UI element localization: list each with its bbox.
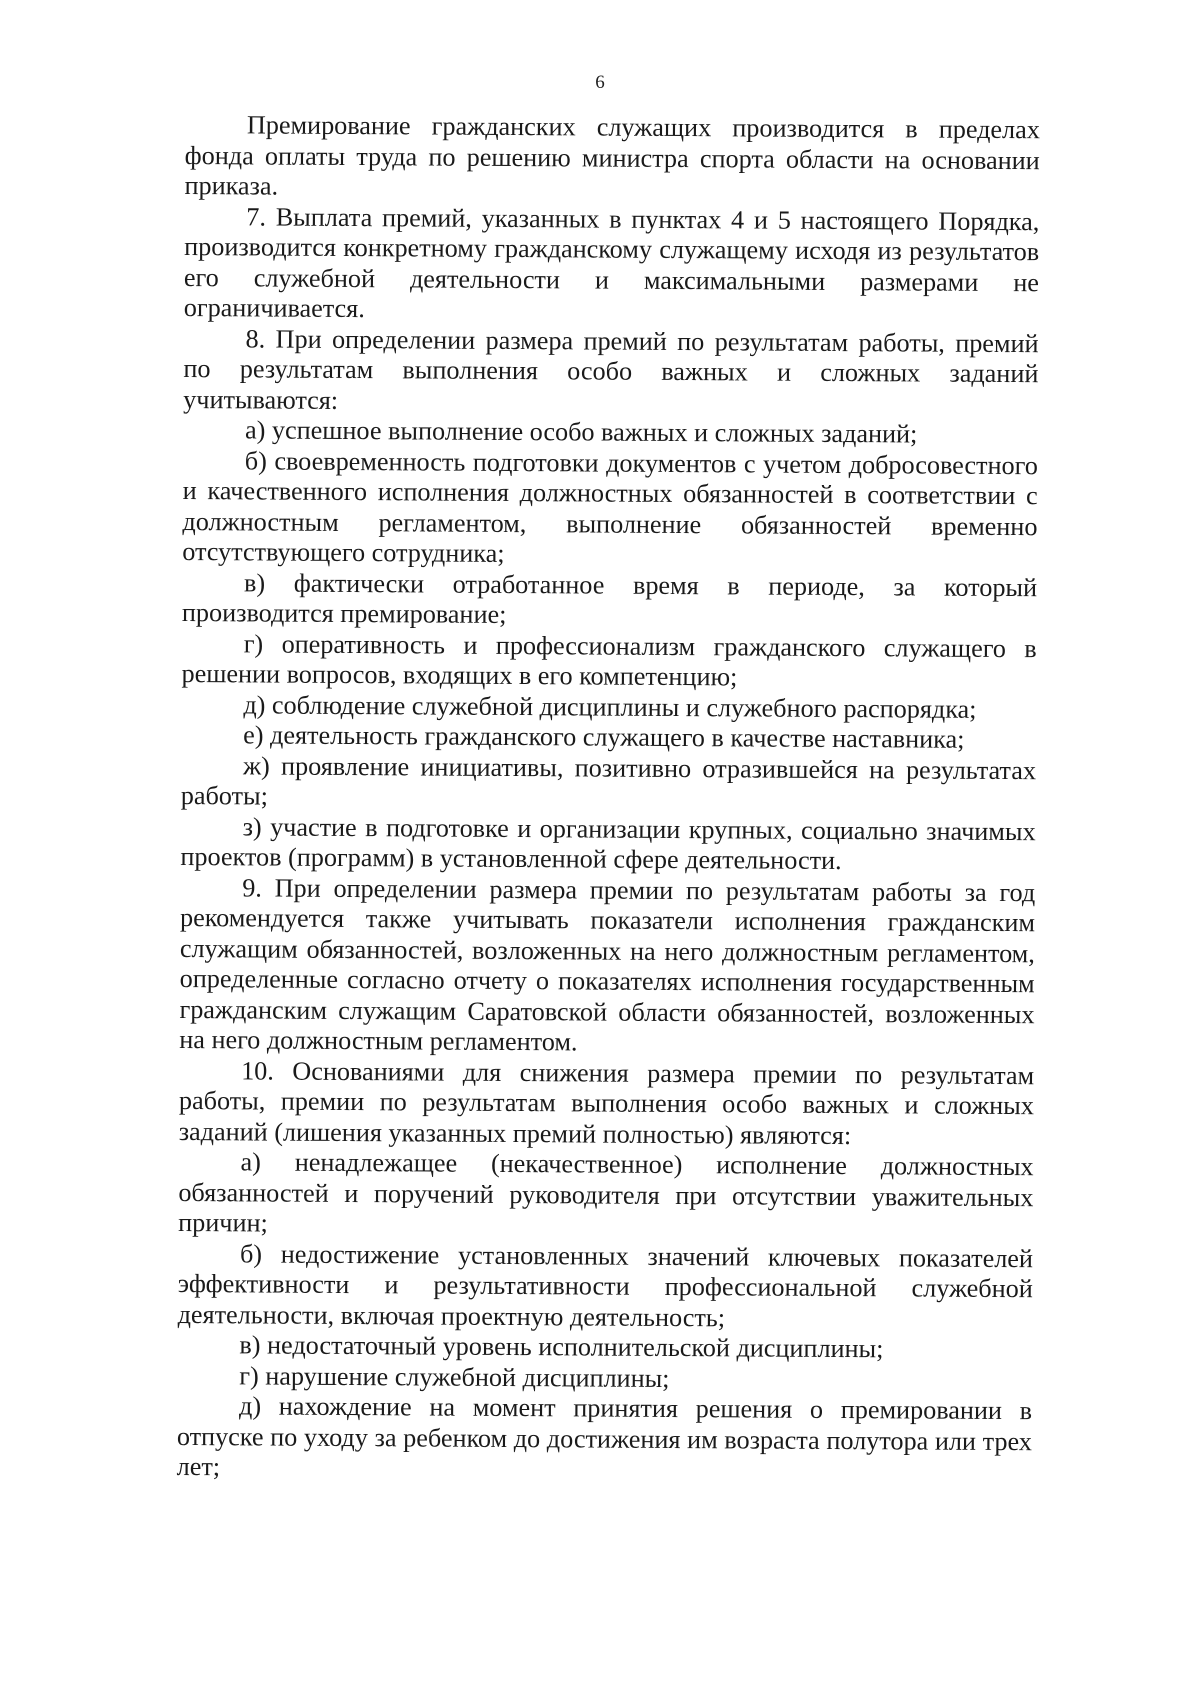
paragraph-item-8zh: ж) проявление инициативы, позитивно отразившейся на результатах работы; <box>180 750 1037 811</box>
paragraph-item-8a: а) успешное выполнение особо важных и сложных заданий; <box>244 415 918 449</box>
paragraph-item-8z: з) участие в подготовке и организации крупных, социально значимых проектов (программ) в установленной сфере деятельности. <box>180 811 1036 876</box>
paragraph-item-9: 9. При определении размера премии по результатам работы за год рекомендуется также учитывать показатели исполнения гражданским служащим обязанностей, возложенных на него должностным регламентом, определенные согласно отчету о показателях исполнения государственным гражданским служащим Саратовской области обязанностей, возложенных на него должностным регламентом. <box>179 872 1036 1057</box>
paragraph-item-10a: а) ненадлежащее (некачественное) исполнение должностных обязанностей и поручений руководителя при отсутствии уважительных причин; <box>178 1147 1034 1238</box>
paragraph-item-10: 10. Основаниями для снижения размера премии по результатам работы, премии по результатам выполнения особо важных и сложных заданий (лишения указанных премий полностью) являются: <box>178 1055 1035 1150</box>
paragraph-item-8b: б) своевременность подготовки документов с учетом добросовестного и качественного исполнения должностных обязанностей в соответствии с должностным регламентом, выполнение обязанностей временно отсутствующего сотрудника; <box>182 445 1038 568</box>
paragraph-bonus-funding: Премирование гражданских служащих производится в пределах фонда оплаты труда по решению министра спорта области на основании приказа. <box>184 110 1040 201</box>
paragraph-item-8d: д) соблюдение служебной дисциплины и служебного распорядка; <box>243 689 977 724</box>
paragraph-item-10b: б) недостижение установленных значений ключевых показателей эффективности и результативности профессиональной служебной деятельности, включая проектную деятельность; <box>177 1238 1034 1332</box>
document-body <box>177 110 1040 1488</box>
paragraph-item-10g: г) нарушение служебной дисциплины; <box>239 1360 670 1393</box>
paragraph-item-8: 8. При определении размера премий по результатам работы, премий по результатам выполнения особо важных и сложных заданий учитываются: <box>183 323 1039 415</box>
paragraph-item-8v: в) фактически отработанное время в периоде, за который производится премирование; <box>181 567 1038 629</box>
paragraph-item-10d: д) нахождение на момент принятия решения о премировании в отпуске по уходу за ребенком до достижения им возраста полутора или трех лет; <box>176 1391 1033 1482</box>
paragraph-item-10v: в) недостаточный уровень исполнительской дисциплины; <box>239 1330 884 1364</box>
paragraph-item-8g: г) оперативность и профессионализм гражданского служащего в решении вопросов, входящих в его компетенцию; <box>181 628 1037 692</box>
paragraph-item-7: 7. Выплата премий, указанных в пунктах 4 и 5 настоящего Порядка, производится конкретному гражданскому служащему исходя из результатов его служебной деятельности и максимальными размерами не ограничивается. <box>183 201 1040 324</box>
page-number: 6 <box>595 72 605 93</box>
paragraph-item-8e: е) деятельность гражданского служащего в качестве наставника; <box>243 720 965 754</box>
